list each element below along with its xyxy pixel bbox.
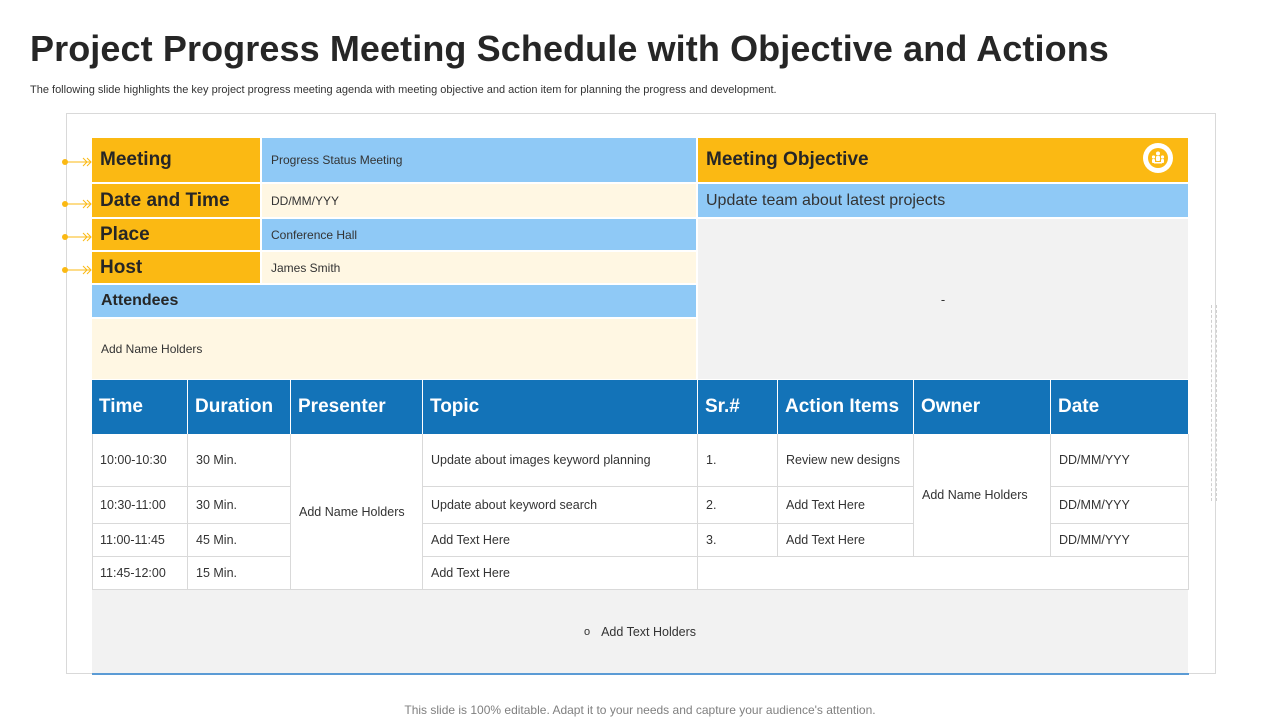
header-action-items: Action Items (778, 380, 913, 434)
arrow-bullet-icon (59, 231, 95, 243)
people-meeting-icon (1143, 143, 1173, 173)
table-border (92, 434, 93, 590)
header-duration: Duration (188, 380, 290, 434)
host-value: James Smith (262, 252, 696, 283)
scrollbar[interactable] (1211, 305, 1217, 501)
slide-subtitle: The following slide highlights the key project progress meeting agenda with meeting objective and action item for planning the progress and development. (30, 84, 777, 96)
meeting-objective-label: Meeting Objective (698, 138, 1188, 182)
action-row-item: Review new designs (778, 434, 913, 486)
table-row-time: 11:45-12:00 (92, 557, 187, 589)
table-border (777, 434, 778, 556)
table-row-time: 10:00-10:30 (92, 434, 187, 486)
header-presenter: Presenter (291, 380, 422, 434)
table-row-topic: Add Text Here (423, 524, 697, 556)
header-time: Time (92, 380, 187, 434)
host-label: Host (92, 252, 260, 283)
table-border (422, 523, 914, 524)
table-border (913, 434, 914, 556)
table-border (422, 434, 423, 590)
slide-title: Project Progress Meeting Schedule with Objective and Actions (30, 28, 1109, 69)
meeting-value: Progress Status Meeting (262, 138, 696, 182)
table-border (1050, 486, 1189, 487)
arrow-bullet-icon (59, 156, 95, 168)
table-row-topic: Add Text Here (423, 557, 697, 589)
action-row-date: DD/MM/YYY (1051, 487, 1188, 523)
table-border (92, 556, 291, 557)
table-row-time: 11:00-11:45 (92, 524, 187, 556)
action-row-sr: 3. (698, 524, 777, 556)
footer-note: This slide is 100% editable. Adapt it to your needs and capture your audience's attention. (404, 703, 876, 717)
action-row-sr: 2. (698, 487, 777, 523)
action-row-sr: 1. (698, 434, 777, 486)
table-row-duration: 30 Min. (188, 434, 290, 486)
objective-placeholder: - (698, 219, 1188, 379)
action-row-item: Add Text Here (778, 524, 913, 556)
arrow-bullet-icon (59, 198, 95, 210)
place-label: Place (92, 219, 260, 250)
table-border (1188, 434, 1189, 590)
header-date: Date (1051, 380, 1188, 434)
table-border (422, 486, 914, 487)
meeting-objective-value: Update team about latest projects (698, 184, 1188, 217)
table-row-time: 10:30-11:00 (92, 487, 187, 523)
notes-text: Add Text Holders (601, 625, 697, 639)
table-border (187, 434, 188, 590)
header-sr: Sr.# (698, 380, 777, 434)
table-row-topic: Update about keyword search (423, 487, 697, 523)
header-topic: Topic (423, 380, 697, 434)
action-row-date: DD/MM/YYY (1051, 524, 1188, 556)
presenter-cell: Add Name Holders (291, 434, 422, 589)
header-owner: Owner (914, 380, 1050, 434)
table-border (697, 434, 698, 590)
table-border (92, 523, 291, 524)
table-border (422, 556, 1189, 557)
table-border (92, 486, 291, 487)
owner-cell: Add Name Holders (914, 434, 1050, 556)
table-border (290, 434, 291, 590)
notes-area (92, 590, 1188, 674)
table-row-duration: 15 Min. (188, 557, 290, 589)
bullet-icon: o (583, 626, 591, 638)
attendees-label: Attendees (92, 285, 696, 317)
table-border (1050, 523, 1189, 524)
arrow-bullet-icon (59, 264, 95, 276)
table-row-duration: 30 Min. (188, 487, 290, 523)
table-row-duration: 45 Min. (188, 524, 290, 556)
date-time-value: DD/MM/YYY (262, 184, 696, 217)
attendees-value: Add Name Holders (92, 319, 696, 379)
table-row-topic: Update about images keyword planning (423, 434, 697, 486)
place-value: Conference Hall (262, 219, 696, 250)
date-time-label: Date and Time (92, 184, 260, 217)
table-border (1050, 434, 1051, 556)
meeting-label: Meeting (92, 138, 260, 182)
notes-bottom-border (92, 673, 1189, 675)
action-row-date: DD/MM/YYY (1051, 434, 1188, 486)
action-row-item: Add Text Here (778, 487, 913, 523)
